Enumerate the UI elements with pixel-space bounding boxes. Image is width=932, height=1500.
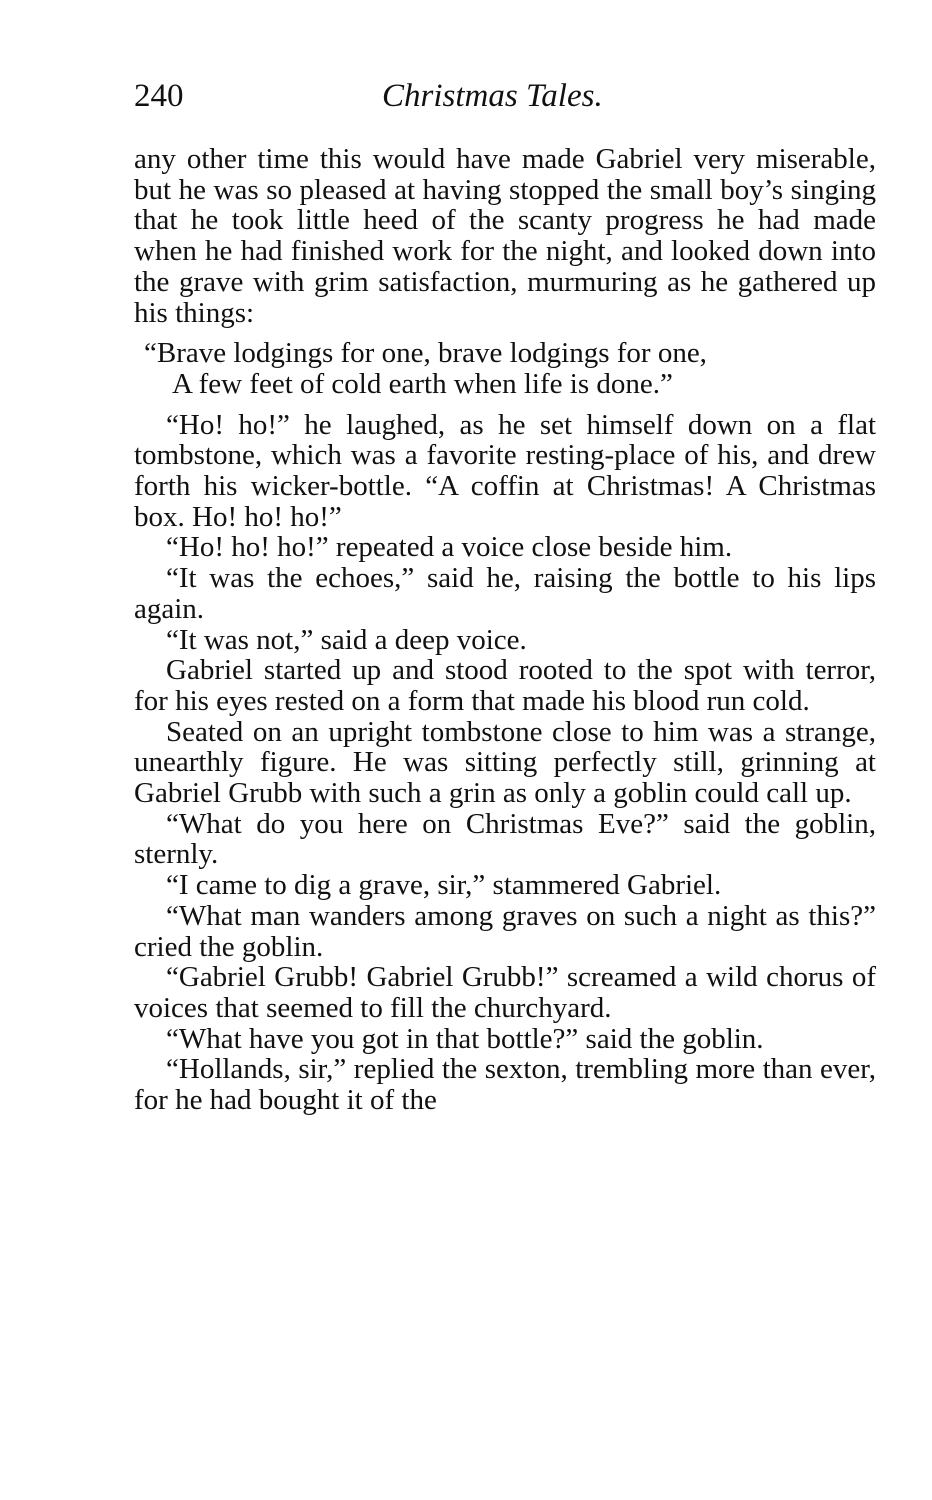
paragraph: “What man wanders among graves on such a night as this?” cried the goblin.: [134, 899, 876, 963]
paragraph: “I came to dig a grave, sir,” stammered Gabriel.: [166, 869, 722, 902]
page-header: [134, 78, 876, 128]
paragraph: “Hollands, sir,” replied the sexton, trembling more than ever, for he had bought it of the: [134, 1053, 876, 1117]
running-title: Christmas Tales.: [382, 78, 603, 114]
verse-line: A few feet of cold earth when life is done.”: [172, 367, 673, 400]
page-number: 240: [134, 78, 184, 114]
paragraph: “Gabriel Grubb! Gabriel Grubb!” screamed a wild chorus of voices that seemed to fill the churchyard.: [134, 961, 876, 1024]
paragraph: “Ho! ho! ho!” repeated a voice close beside him.: [166, 531, 733, 564]
paragraph: “It was not,” said a deep voice.: [166, 623, 527, 656]
body-text: [134, 144, 876, 1116]
paragraph: Gabriel started up and stood rooted to the spot with terror, for his eyes rested on a form that made his blood run cold.: [134, 654, 876, 717]
paragraph: “It was the echoes,” said he, raising the bottle to his lips again.: [134, 562, 876, 625]
verse-line: “Brave lodgings for one, brave lodgings for one,: [144, 337, 707, 370]
paragraph: “What do you here on Christmas Eve?” said the goblin, sternly.: [134, 807, 876, 871]
book-page: [134, 78, 876, 1116]
paragraph: Seated on an upright tombstone close to him was a strange, unearthly figure. He was sitting perfectly still, grinning at Gabriel Grubb with such a grin as only a goblin could call up.: [134, 715, 876, 810]
paragraph: “What have you got in that bottle?” said the goblin.: [166, 1022, 764, 1055]
paragraph: “Ho! ho!” he laughed, as he set himself down on a flat tombstone, which was a favorite resting-place of his, and drew forth his wicker-bottle. “A coffin at Christmas! A Christmas box. Ho! ho! ho!”: [134, 408, 876, 533]
verse-block: [134, 338, 876, 399]
paragraph: any other time this would have made Gabriel very miserable, but he was so pleased at having stopped the small boy’s singing that he took little heed of the scanty progress he had made when he had finished work for the night, and looked down into the grave with grim satisfaction, murmuring as he gathered up his things:: [134, 143, 876, 329]
